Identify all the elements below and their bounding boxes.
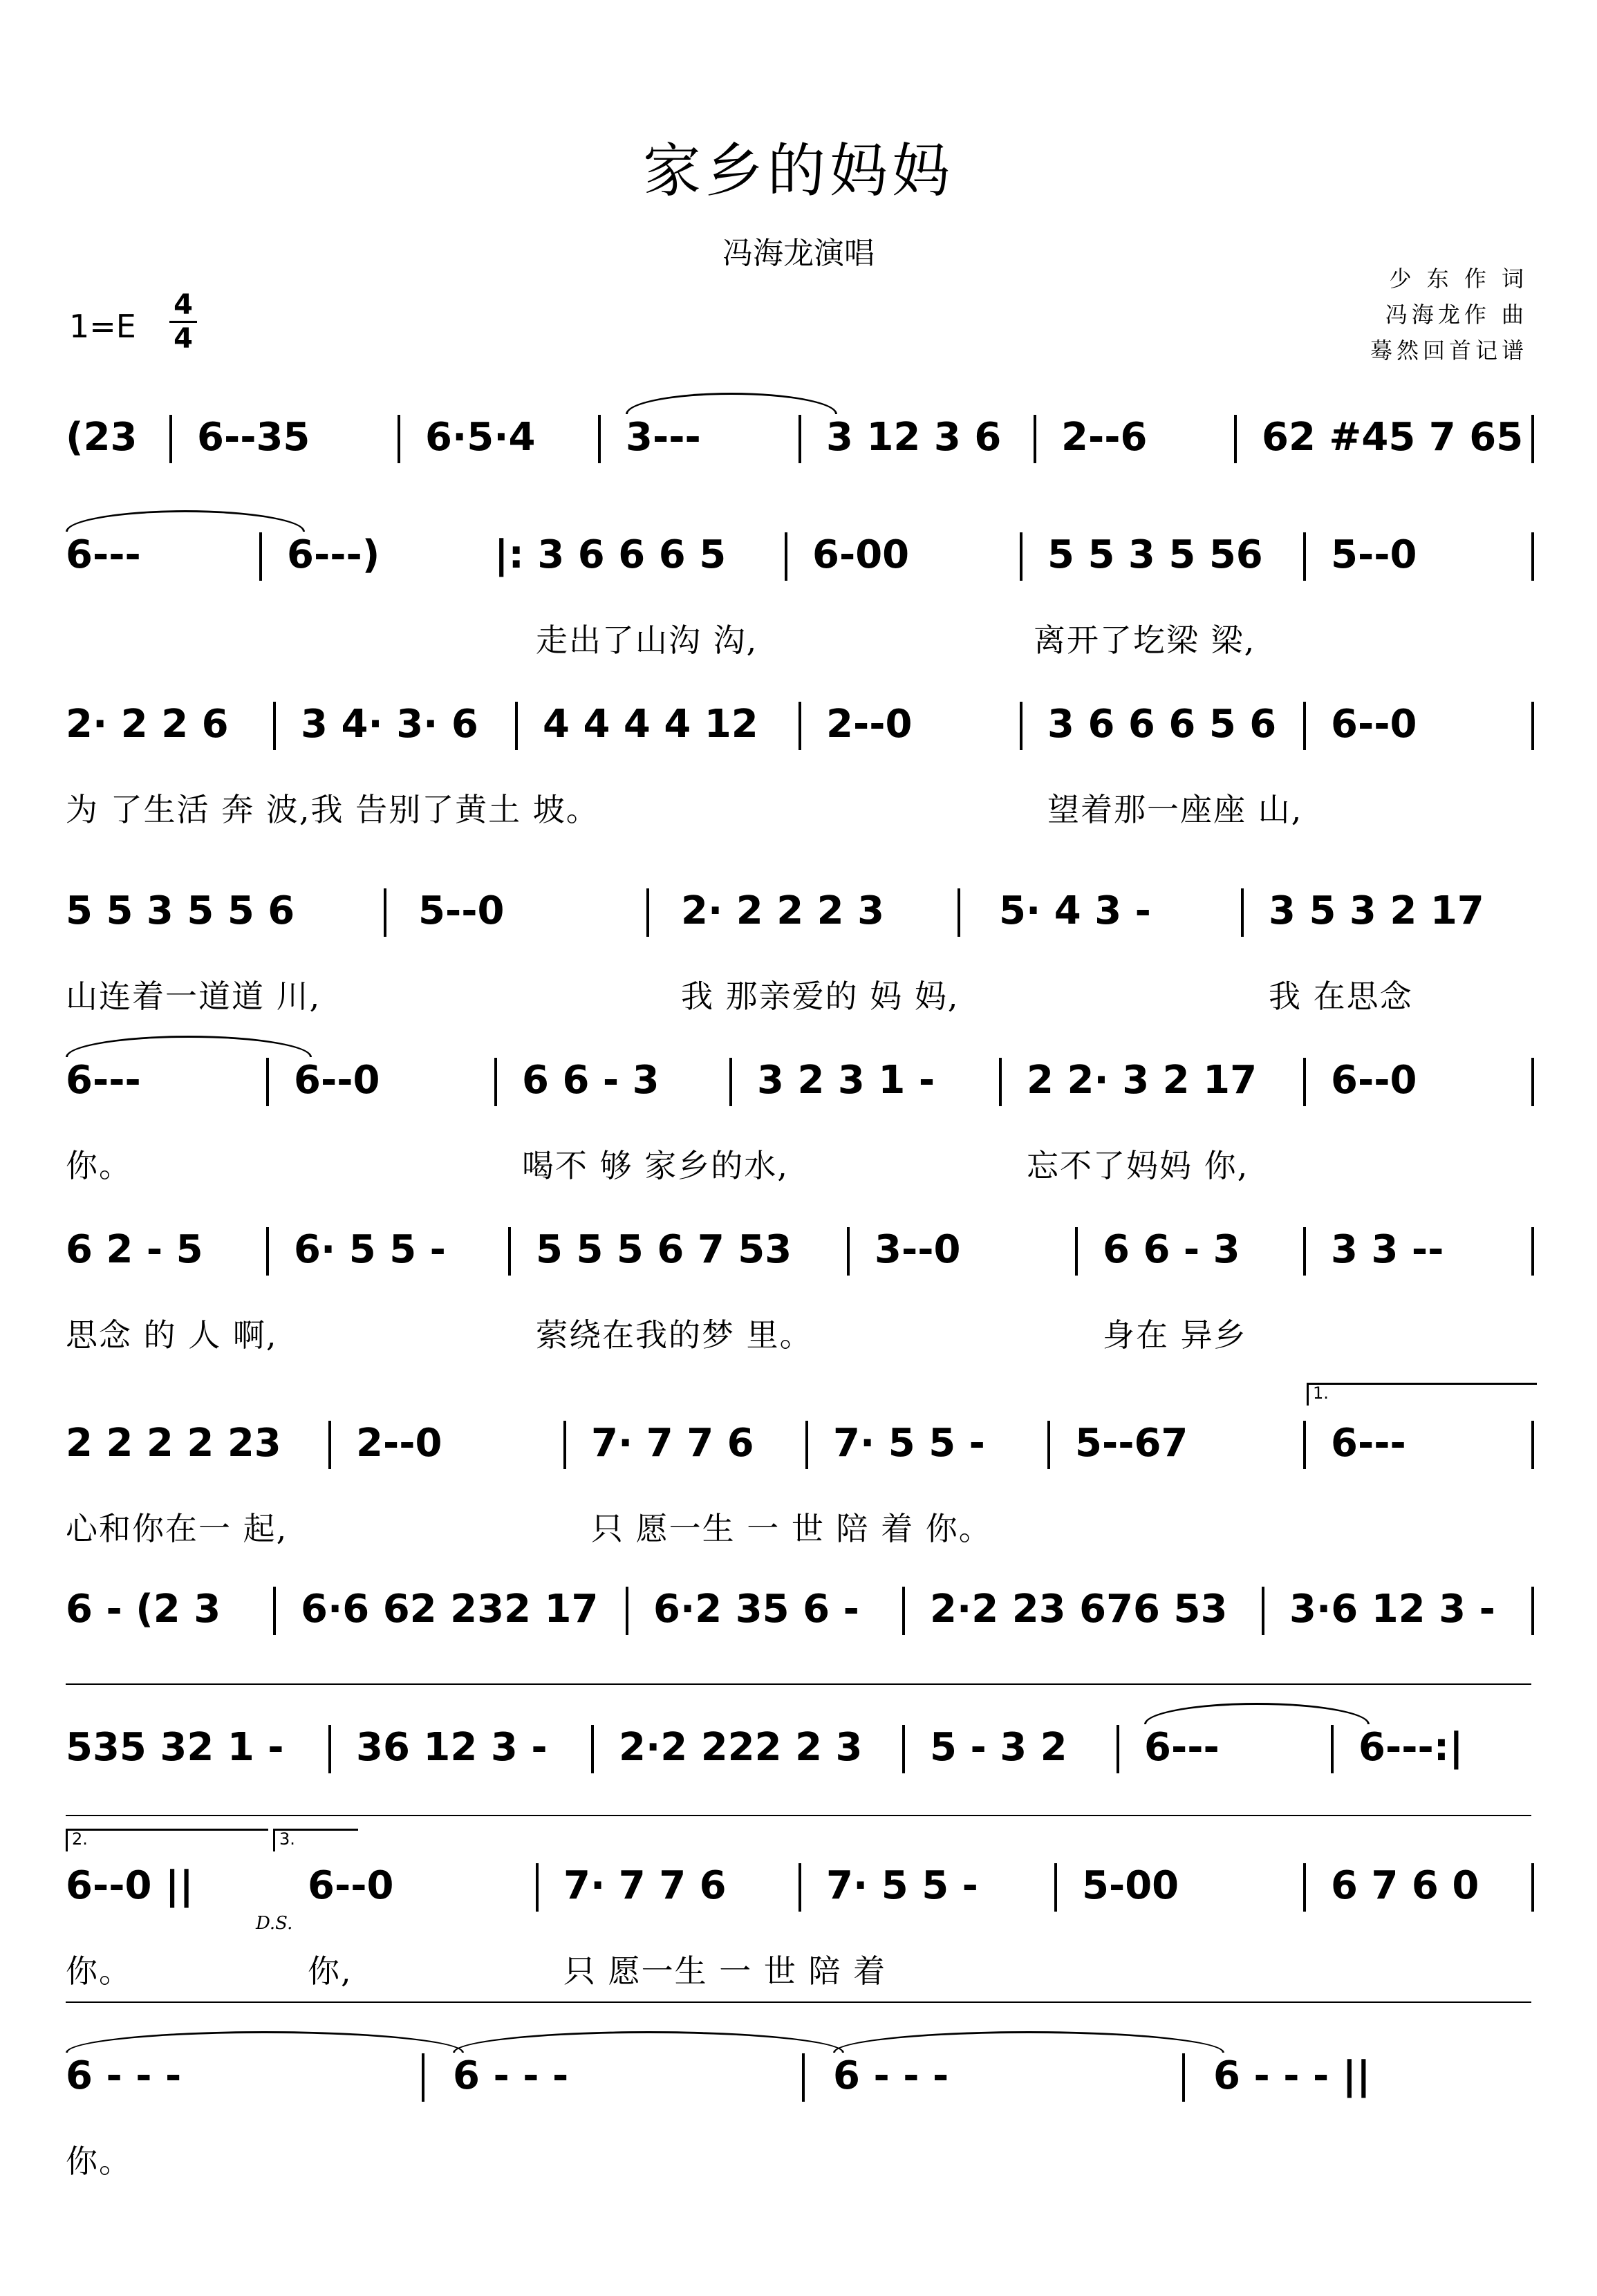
bar-line bbox=[1531, 1421, 1534, 1469]
page-title: 家乡的妈妈 bbox=[642, 137, 954, 205]
measure: 3 2 3 1 - bbox=[757, 1058, 935, 1103]
measure: 3--- bbox=[626, 415, 701, 460]
bar-line bbox=[646, 888, 649, 937]
lyric-text: 你。 bbox=[66, 1147, 132, 1184]
bar-line bbox=[802, 2053, 805, 2102]
lyrics-row bbox=[66, 971, 1552, 1013]
lyric-text: 心和你在一 起, bbox=[66, 1510, 288, 1547]
bar-line bbox=[328, 1725, 331, 1773]
tie-slur bbox=[833, 2031, 1224, 2053]
lyrics-row bbox=[66, 615, 1552, 657]
measure: 7· 7 7 6 bbox=[591, 1421, 754, 1466]
measure: 6--35 bbox=[197, 415, 310, 460]
tie-slur bbox=[66, 2031, 464, 2053]
measure: 6--- bbox=[1144, 1725, 1220, 1770]
time-bottom: 4 bbox=[174, 323, 193, 355]
bar-line bbox=[999, 1058, 1002, 1106]
measure: 5--0 bbox=[418, 888, 505, 933]
key-signature: 1=E bbox=[69, 308, 136, 345]
lyrics-row bbox=[66, 2136, 1552, 2178]
time-top: 4 bbox=[174, 289, 193, 321]
lyric-text: 离开了圪梁 梁, bbox=[1034, 622, 1256, 659]
measure: 2--6 bbox=[1061, 415, 1148, 460]
tie-slur bbox=[66, 510, 305, 532]
notes-row bbox=[66, 702, 1552, 750]
bar-line bbox=[902, 1587, 905, 1635]
measure: 3 3 -- bbox=[1331, 1227, 1444, 1272]
measure: 36 12 3 - bbox=[356, 1725, 548, 1770]
measure: 3 4· 3· 6 bbox=[301, 702, 478, 747]
bar-line bbox=[1331, 1725, 1334, 1773]
measure: 6·2 35 6 - bbox=[653, 1587, 859, 1632]
bar-line bbox=[259, 532, 262, 581]
measure: 3 5 3 2 17 bbox=[1269, 888, 1484, 933]
measure: 6 6 - 3 bbox=[522, 1058, 660, 1103]
measure: 5-00 bbox=[1082, 1863, 1179, 1908]
bar-line bbox=[1054, 1863, 1057, 1912]
bar-line bbox=[328, 1421, 331, 1469]
notes-row bbox=[66, 1058, 1552, 1106]
bar-line bbox=[1303, 532, 1306, 581]
bar-line bbox=[798, 415, 801, 463]
volta-label: 1. bbox=[1313, 1383, 1329, 1403]
measure: 2 2 2 2 23 bbox=[66, 1421, 281, 1466]
measure: 6·6 62 232 17 bbox=[301, 1587, 599, 1632]
volta-bracket-2 bbox=[66, 1829, 268, 1851]
bar-line bbox=[1531, 532, 1534, 581]
measure: 6 2 - 5 bbox=[66, 1227, 203, 1272]
measure: 3 12 3 6 bbox=[826, 415, 1002, 460]
measure: 6· 5 5 - bbox=[294, 1227, 446, 1272]
measure: 6 - - - bbox=[453, 2053, 569, 2098]
lyric-text: 只 愿一生 一 世 陪 着 你。 bbox=[591, 1510, 992, 1547]
bar-line bbox=[958, 888, 960, 937]
measure: 535 32 1 - bbox=[66, 1725, 284, 1770]
lyric-text: 萦绕在我的梦 里。 bbox=[536, 1316, 813, 1354]
measure: 62 #45 7 65 bbox=[1262, 415, 1524, 460]
measure: 3--0 bbox=[875, 1227, 961, 1272]
measure: 7· 5 5 - bbox=[826, 1863, 978, 1908]
measure: 6--0 bbox=[1331, 702, 1417, 747]
bar-line bbox=[1241, 888, 1244, 937]
measure: 6--0 || bbox=[66, 1863, 194, 1908]
bar-line bbox=[1075, 1227, 1078, 1276]
volta-bracket-3 bbox=[273, 1829, 358, 1851]
measure: 6·5·4 bbox=[425, 415, 536, 460]
bar-line bbox=[1034, 415, 1036, 463]
bar-line bbox=[515, 702, 518, 750]
bar-line bbox=[536, 1863, 539, 1912]
bar-line bbox=[1117, 1725, 1119, 1773]
bar-line bbox=[422, 2053, 424, 2102]
bar-line bbox=[169, 415, 172, 463]
measure: 3·6 12 3 - bbox=[1289, 1587, 1495, 1632]
lyric-text: 望着那一座座 山, bbox=[1047, 791, 1303, 828]
measure: 2· 2 2 6 bbox=[66, 702, 229, 747]
bar-line bbox=[1020, 702, 1022, 750]
dal-segno-mark: D.S. bbox=[256, 1913, 293, 1934]
bar-line bbox=[598, 415, 601, 463]
tie-slur bbox=[66, 1036, 312, 1057]
measure: 6--- bbox=[66, 1058, 141, 1103]
bar-line bbox=[1303, 1227, 1306, 1276]
bar-line bbox=[273, 1587, 276, 1635]
lyric-text: 山连着一道道 川, bbox=[66, 978, 321, 1015]
bar-line bbox=[494, 1058, 497, 1106]
lyric-text: 为 了生活 奔 波,我 告别了黄土 坡。 bbox=[66, 791, 599, 828]
measure: 2--0 bbox=[356, 1421, 442, 1466]
section-divider bbox=[66, 1815, 1531, 1816]
bar-line bbox=[626, 1587, 628, 1635]
bar-line bbox=[1047, 1421, 1050, 1469]
measure: 7· 7 7 6 bbox=[563, 1863, 727, 1908]
bar-line bbox=[1303, 1058, 1306, 1106]
lyric-text: 我 在思念 bbox=[1269, 978, 1413, 1015]
measure: 2 2· 3 2 17 bbox=[1027, 1058, 1258, 1103]
bar-line bbox=[798, 702, 801, 750]
lyricist-credit: 少 东 作 词 bbox=[1389, 265, 1528, 292]
notes-row bbox=[66, 1227, 1552, 1276]
bar-line bbox=[1531, 1587, 1534, 1635]
measure: 6--0 bbox=[308, 1863, 394, 1908]
notes-row bbox=[66, 1587, 1552, 1635]
bar-line bbox=[1020, 532, 1022, 581]
bar-line bbox=[273, 702, 276, 750]
bar-line bbox=[798, 1863, 801, 1912]
measure: 5 5 3 5 5 6 bbox=[66, 888, 295, 933]
bar-line bbox=[805, 1421, 808, 1469]
measure: 6---:| bbox=[1358, 1725, 1464, 1770]
measure: 2--0 bbox=[826, 702, 913, 747]
measure: 5 - 3 2 bbox=[930, 1725, 1067, 1770]
lyric-text: 身在 异乡 bbox=[1103, 1316, 1247, 1354]
measure: 5· 4 3 - bbox=[999, 888, 1151, 933]
bar-line bbox=[1531, 1058, 1534, 1106]
transcriber-credit: 蓦然回首记谱 bbox=[1370, 337, 1528, 364]
measure: 6---) bbox=[287, 532, 380, 577]
bar-line bbox=[266, 1058, 269, 1106]
composer-credit: 冯海龙作 曲 bbox=[1385, 301, 1528, 328]
lyric-text: 喝不 够 家乡的水, bbox=[522, 1147, 789, 1184]
bar-line bbox=[1303, 1421, 1306, 1469]
bar-line bbox=[1531, 1227, 1534, 1276]
lyric-text: 我 那亲爱的 妈 妈, bbox=[681, 978, 960, 1015]
lyric-text: 忘不了妈妈 你, bbox=[1027, 1147, 1249, 1184]
section-divider bbox=[66, 2001, 1531, 2003]
notes-row bbox=[66, 1863, 1552, 1912]
lyric-text: 思念 的 人 啊, bbox=[66, 1316, 278, 1354]
measure: (23 bbox=[66, 415, 138, 460]
lyrics-row bbox=[66, 1504, 1552, 1545]
lyric-text: 你。 bbox=[66, 1952, 132, 1990]
measure: 6 6 - 3 bbox=[1103, 1227, 1240, 1272]
bar-line bbox=[266, 1227, 269, 1276]
lyrics-row bbox=[66, 1946, 1552, 1988]
volta-label: 3. bbox=[279, 1829, 295, 1849]
bar-line bbox=[785, 532, 787, 581]
lyrics-row bbox=[66, 1141, 1552, 1182]
bar-line bbox=[1234, 415, 1237, 463]
notes-row bbox=[66, 1421, 1552, 1469]
measure: 2· 2 2 2 3 bbox=[681, 888, 885, 933]
volta-label: 2. bbox=[72, 1829, 88, 1849]
measure: 6--0 bbox=[294, 1058, 380, 1103]
bar-line bbox=[1303, 702, 1306, 750]
lyric-text: 你。 bbox=[66, 2143, 132, 2180]
notes-row bbox=[66, 888, 1552, 937]
bar-line bbox=[729, 1058, 732, 1106]
measure: 7· 5 5 - bbox=[833, 1421, 985, 1466]
tie-slur bbox=[1144, 1703, 1370, 1724]
measure: 6 - - - bbox=[66, 2053, 182, 2098]
bar-line bbox=[1531, 702, 1534, 750]
bar-line bbox=[508, 1227, 511, 1276]
lyric-text: 走出了山沟 沟, bbox=[536, 622, 758, 659]
lyric-text: 你, bbox=[308, 1952, 353, 1990]
measure: 2·2 23 676 53 bbox=[930, 1587, 1228, 1632]
lyric-text: 只 愿一生 一 世 陪 着 bbox=[563, 1952, 887, 1990]
bar-line bbox=[1182, 2053, 1185, 2102]
measure: 3 6 6 6 5 6 bbox=[1047, 702, 1277, 747]
bar-line bbox=[1262, 1587, 1264, 1635]
bar-line bbox=[902, 1725, 905, 1773]
measure: 5--0 bbox=[1331, 532, 1417, 577]
measure: |: 3 6 6 6 5 bbox=[494, 532, 727, 577]
bar-line bbox=[847, 1227, 850, 1276]
bar-line bbox=[1531, 1863, 1534, 1912]
bar-line bbox=[563, 1421, 566, 1469]
measure: 6--- bbox=[66, 532, 141, 577]
measure: 5 5 3 5 56 bbox=[1047, 532, 1263, 577]
volta-bracket-1 bbox=[1307, 1383, 1537, 1406]
singer-credit: 冯海龙演唱 bbox=[722, 236, 875, 271]
lyrics-row bbox=[66, 785, 1552, 826]
tie-slur bbox=[453, 2031, 844, 2053]
bar-line bbox=[384, 888, 386, 937]
section-divider bbox=[66, 1683, 1531, 1685]
measure: 6 - - - || bbox=[1213, 2053, 1371, 2098]
bar-line bbox=[1531, 415, 1534, 463]
measure: 6 - (2 3 bbox=[66, 1587, 221, 1632]
measure: 6-00 bbox=[812, 532, 910, 577]
measure: 2·2 222 2 3 bbox=[619, 1725, 863, 1770]
measure: 6 7 6 0 bbox=[1331, 1863, 1479, 1908]
bar-line bbox=[398, 415, 400, 463]
bar-line bbox=[591, 1725, 594, 1773]
measure: 5 5 5 6 7 53 bbox=[536, 1227, 792, 1272]
measure: 4 4 4 4 12 bbox=[543, 702, 758, 747]
measure: 6--0 bbox=[1331, 1058, 1417, 1103]
notes-row bbox=[66, 1725, 1552, 1773]
measure: 5--67 bbox=[1075, 1421, 1188, 1466]
bar-line bbox=[1303, 1863, 1306, 1912]
tie-slur bbox=[626, 393, 837, 414]
measure: 6--- bbox=[1331, 1421, 1406, 1466]
notes-row bbox=[66, 415, 1552, 463]
lyrics-row bbox=[66, 1310, 1552, 1352]
time-signature bbox=[169, 289, 197, 355]
measure: 6 - - - bbox=[833, 2053, 949, 2098]
notes-row bbox=[66, 532, 1552, 581]
notes-row bbox=[66, 2053, 1552, 2102]
